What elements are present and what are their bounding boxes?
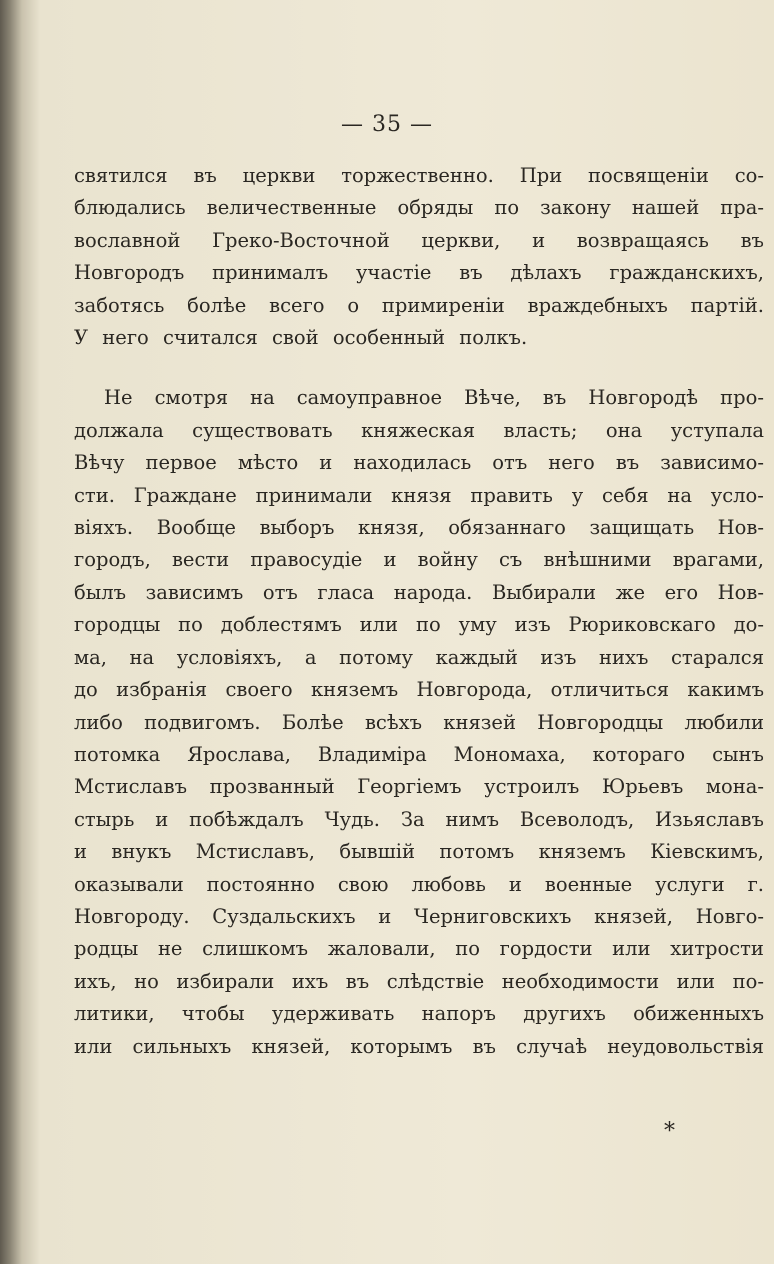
- text-line: вославной Греко-Восточной церкви, и возвращаясь въ: [74, 228, 764, 252]
- text-line: ихъ, но избирали ихъ въ слѣдствіе необходимости или по-: [74, 969, 764, 993]
- text-line: ма, на условіяхъ, а потому каждый изъ нихъ старался: [74, 645, 764, 669]
- text-line: сти. Граждане принимали князя править у себя на усло-: [74, 483, 764, 507]
- text-line: должала существовать княжеская власть; она уступала: [74, 418, 764, 442]
- text-line: литики, чтобы удерживать напоръ другихъ обиженныхъ: [74, 1002, 764, 1026]
- text-line: Новгороду. Суздальскихъ и Черниговскихъ князей, Новго-: [74, 904, 764, 928]
- text-line: блюдались величественные обряды по закону нашей пра-: [74, 196, 764, 220]
- text-line: У него считался свой особенный полкъ.: [74, 326, 528, 350]
- text-line: заботясь болѣе всего о примиреніи враждебныхъ партій.: [74, 293, 764, 317]
- text-line: либо подвигомъ. Болѣе всѣхъ князей Новгородцы любили: [74, 710, 764, 734]
- paragraph-gap: [74, 354, 764, 382]
- text-line: или сильныхъ князей, которымъ въ случаѣ неудовольствія: [74, 1034, 764, 1058]
- text-line: Мстиславъ прозванный Георгіемъ устроилъ Юрьевъ мона-: [74, 775, 764, 799]
- text-line: святился въ церкви торжественно. При посвященіи со-: [74, 164, 764, 187]
- text-line: потомка Ярослава, Владиміра Мономаха, котораго сынъ: [74, 742, 764, 766]
- text-line: городцы по доблестямъ или по уму изъ Рюриковскаго до-: [74, 613, 764, 637]
- text-line: стырь и побѣждалъ Чудь. За нимъ Всеволодъ, Изьяславъ: [74, 807, 764, 831]
- text-line: и внукъ Мстиславъ, бывшій потомъ княземъ Кіевскимъ,: [74, 840, 764, 864]
- text-line: до избранія своего княземъ Новгорода, отличиться какимъ: [74, 678, 764, 702]
- text-line: городъ, вести правосудіе и войну съ внѣшними врагами,: [74, 548, 764, 572]
- page-number: — 35 —: [341, 112, 433, 137]
- footnote-mark: *: [664, 1119, 675, 1144]
- text-line: Новгородъ принималъ участіе въ дѣлахъ гражданскихъ,: [74, 261, 764, 285]
- body-text: [74, 160, 764, 1063]
- text-line: родцы не слишкомъ жаловали, по гордости или хитрости: [74, 937, 764, 961]
- text-line: Вѣчу первое мѣсто и находилась отъ него въ зависимо-: [74, 451, 764, 475]
- text-line: оказывали постоянно свою любовь и военные услуги г.: [74, 872, 764, 896]
- text-line: былъ зависимъ отъ гласа народа. Выбирали же его Нов-: [74, 580, 764, 604]
- paragraph-2: [74, 382, 764, 1063]
- text-line: Не смотря на самоуправное Вѣче, въ Новгородѣ про-: [104, 386, 764, 410]
- text-line: віяхъ. Вообще выборъ князя, обязаннаго защищать Нов-: [74, 516, 764, 540]
- paragraph-1: [74, 160, 764, 354]
